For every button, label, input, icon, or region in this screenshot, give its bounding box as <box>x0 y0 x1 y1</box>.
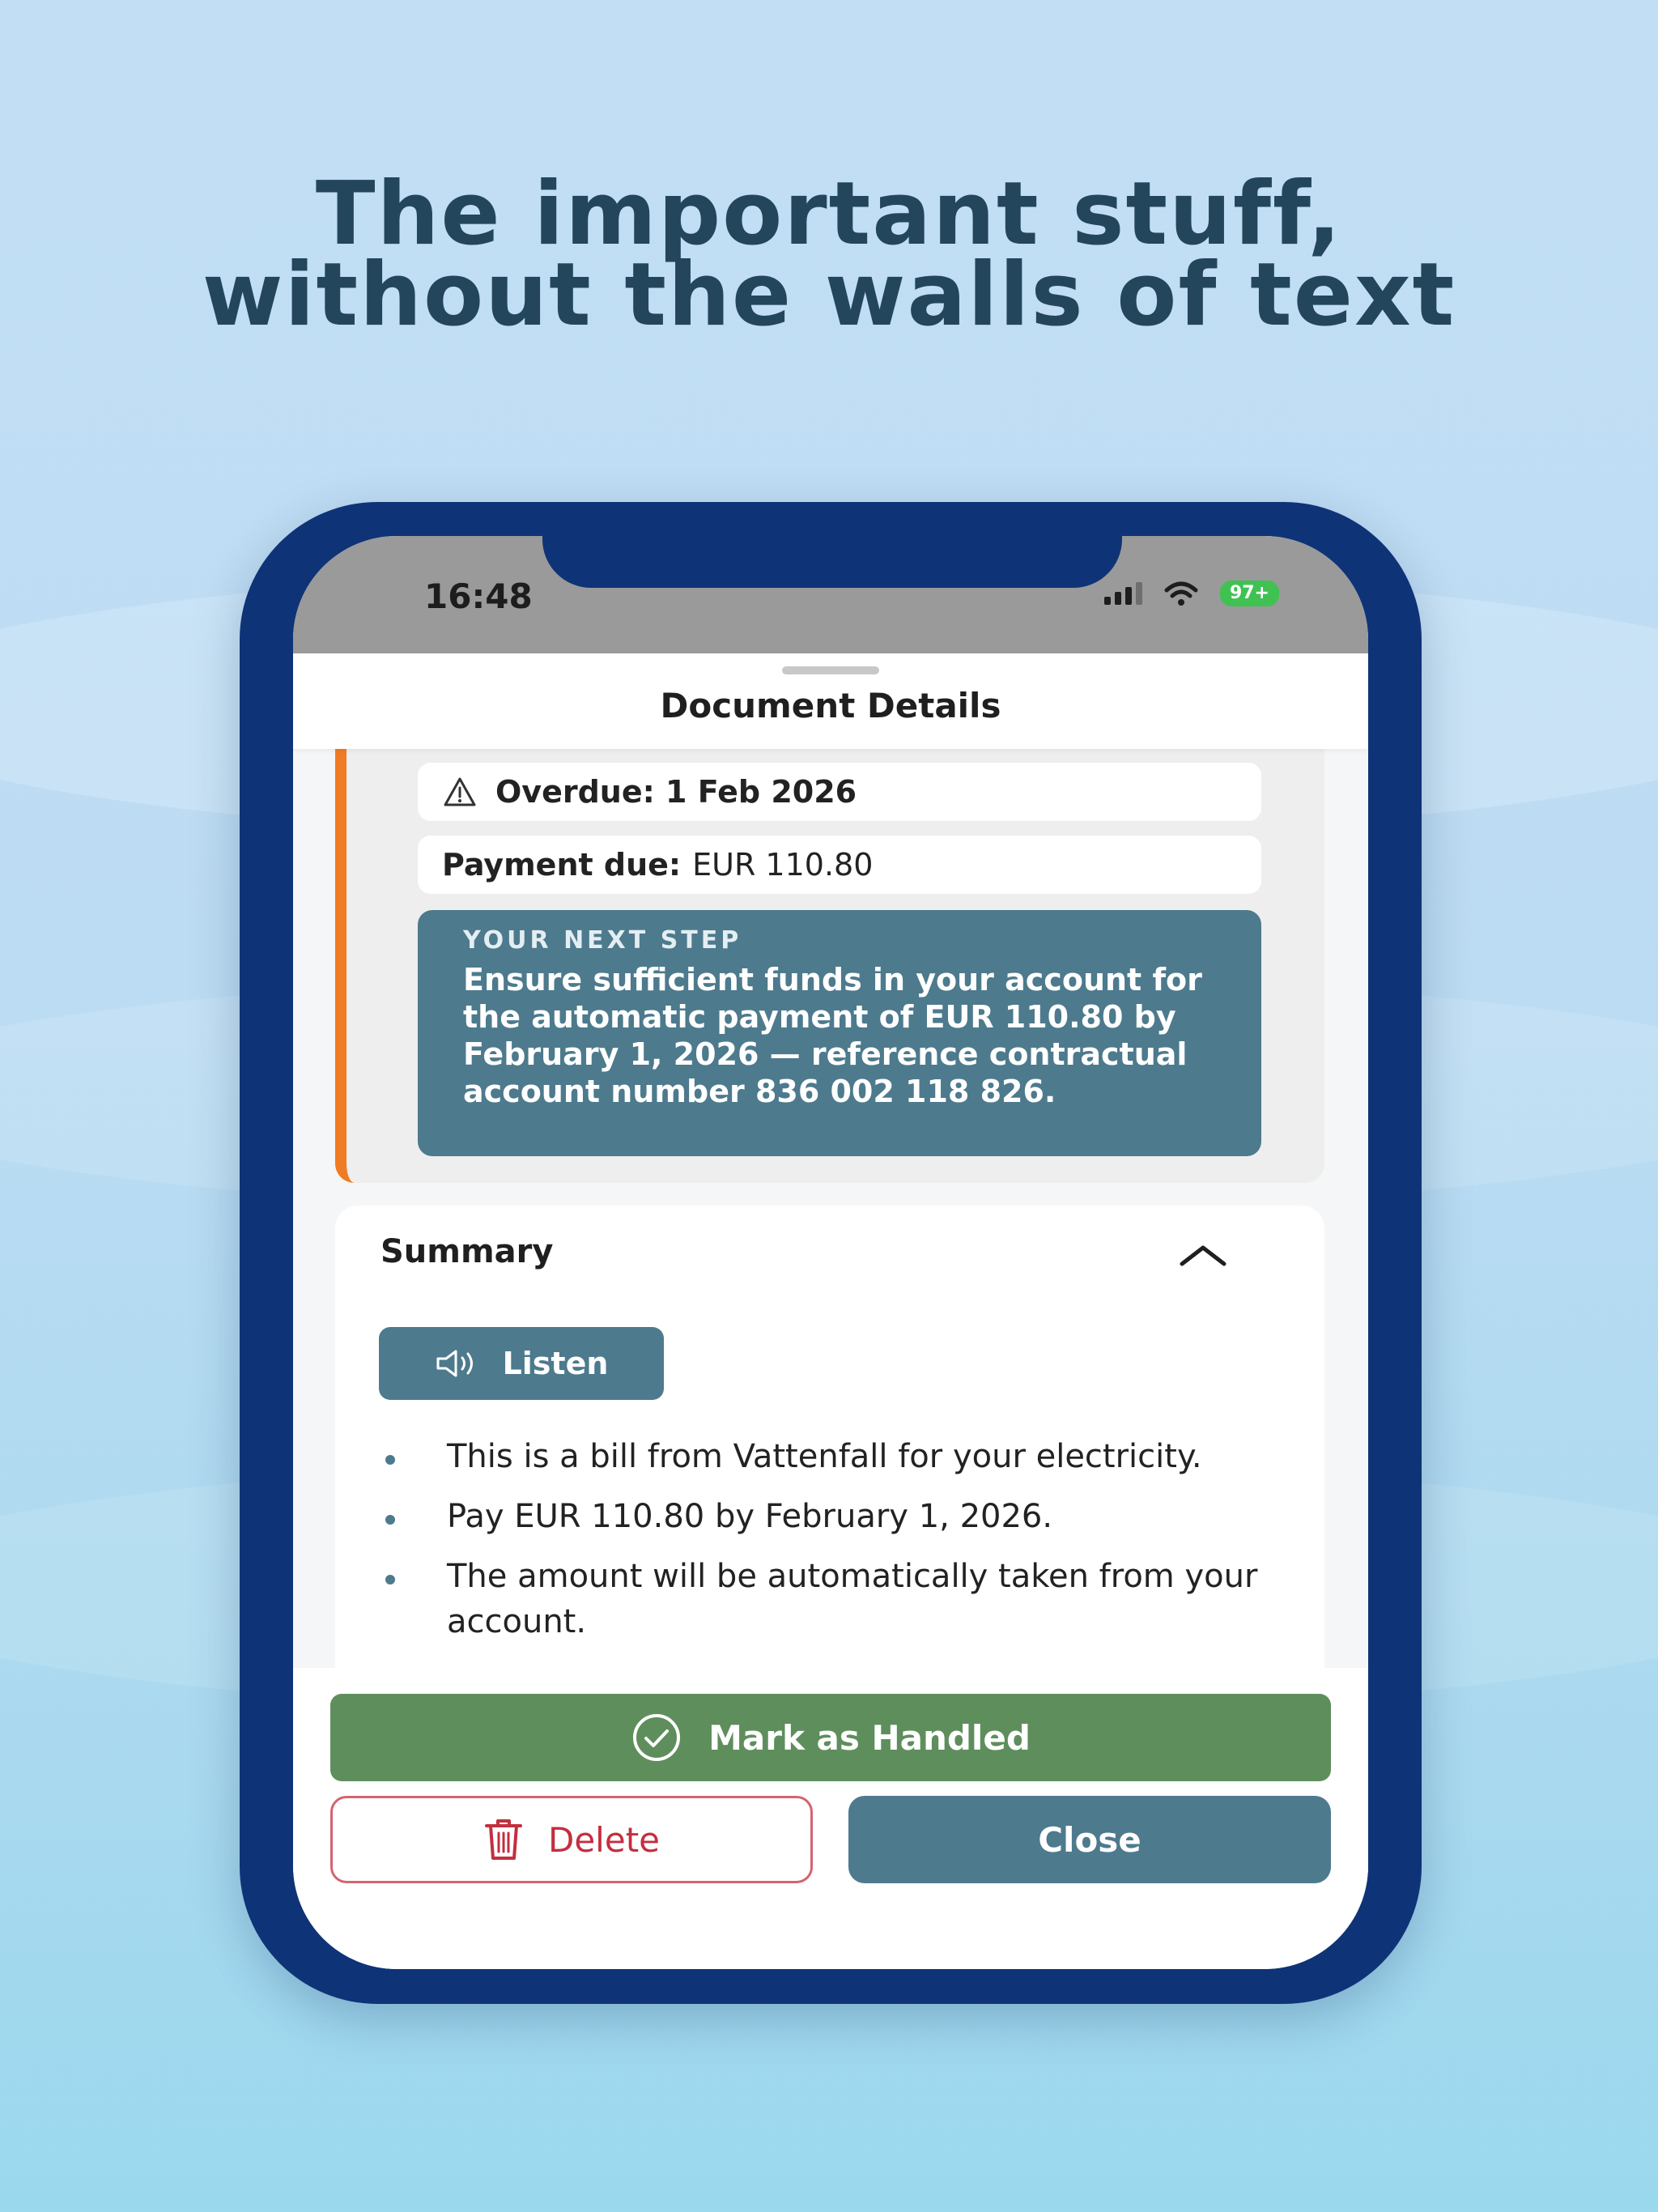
summary-bullet-text: Pay EUR 110.80 by February 1, 2026. <box>447 1498 1053 1535</box>
next-step-text: Ensure sufficient funds in your account for the automatic payment of EUR 110.80 by February 1, 2026 — reference contractual account number 836 002 118 826. <box>463 962 1202 1109</box>
signal-icon <box>1104 582 1142 605</box>
payment-due-value: EUR 110.80 <box>692 847 874 883</box>
list-item <box>380 1554 1279 1644</box>
marketing-headline <box>0 164 1658 346</box>
action-footer <box>293 1668 1368 1969</box>
listen-label: Listen <box>502 1346 609 1381</box>
summary-bullet-text: The amount will be automatically taken from your account. <box>447 1558 1258 1640</box>
summary-bullet-list <box>380 1434 1279 1659</box>
sheet-header <box>293 653 1368 749</box>
delete-label: Delete <box>548 1819 660 1860</box>
wifi-icon <box>1163 581 1199 606</box>
chevron-up-icon[interactable] <box>1179 1243 1227 1267</box>
warning-triangle-icon <box>442 776 478 808</box>
summary-title: Summary <box>380 1233 554 1270</box>
headline-line-2: without the walls of text <box>202 245 1456 346</box>
overdue-alert-card <box>335 749 1324 1183</box>
list-item <box>380 1494 1279 1539</box>
overdue-text: Overdue: 1 Feb 2026 <box>495 774 857 810</box>
speaker-icon <box>435 1349 485 1378</box>
next-step-label: YOUR NEXT STEP <box>463 926 742 955</box>
phone-notch <box>542 536 1122 588</box>
mark-as-handled-button[interactable] <box>330 1694 1331 1781</box>
battery-icon: 97+ <box>1220 581 1279 606</box>
payment-due-pill <box>418 836 1261 894</box>
document-details-content[interactable] <box>293 749 1368 1668</box>
status-bar <box>293 536 1368 653</box>
close-button[interactable]: Close <box>848 1796 1331 1883</box>
summary-card <box>335 1206 1324 1668</box>
trash-icon <box>483 1818 524 1861</box>
next-step-box <box>418 910 1261 1156</box>
phone-screen <box>293 536 1368 1969</box>
summary-bullet-text: This is a bill from Vattenfall for your electricity. <box>447 1438 1202 1475</box>
list-item <box>380 1434 1279 1479</box>
sheet-title: Document Details <box>660 686 1001 725</box>
overdue-pill <box>418 763 1261 821</box>
mark-as-handled-label: Mark as Handled <box>708 1717 1031 1758</box>
status-time: 16:48 <box>424 576 533 616</box>
delete-button[interactable] <box>330 1796 813 1883</box>
bullet-dot-icon <box>385 1515 395 1525</box>
bullet-dot-icon <box>385 1455 395 1465</box>
listen-button[interactable] <box>379 1327 664 1400</box>
bullet-dot-icon <box>385 1575 395 1585</box>
check-circle-icon <box>631 1712 682 1763</box>
phone-frame <box>240 502 1422 2004</box>
headline-line-1: The important stuff, <box>315 164 1343 265</box>
status-icons <box>1104 581 1279 606</box>
sheet-grabber-handle[interactable] <box>782 666 879 674</box>
payment-due-label: Payment due: <box>442 847 682 883</box>
